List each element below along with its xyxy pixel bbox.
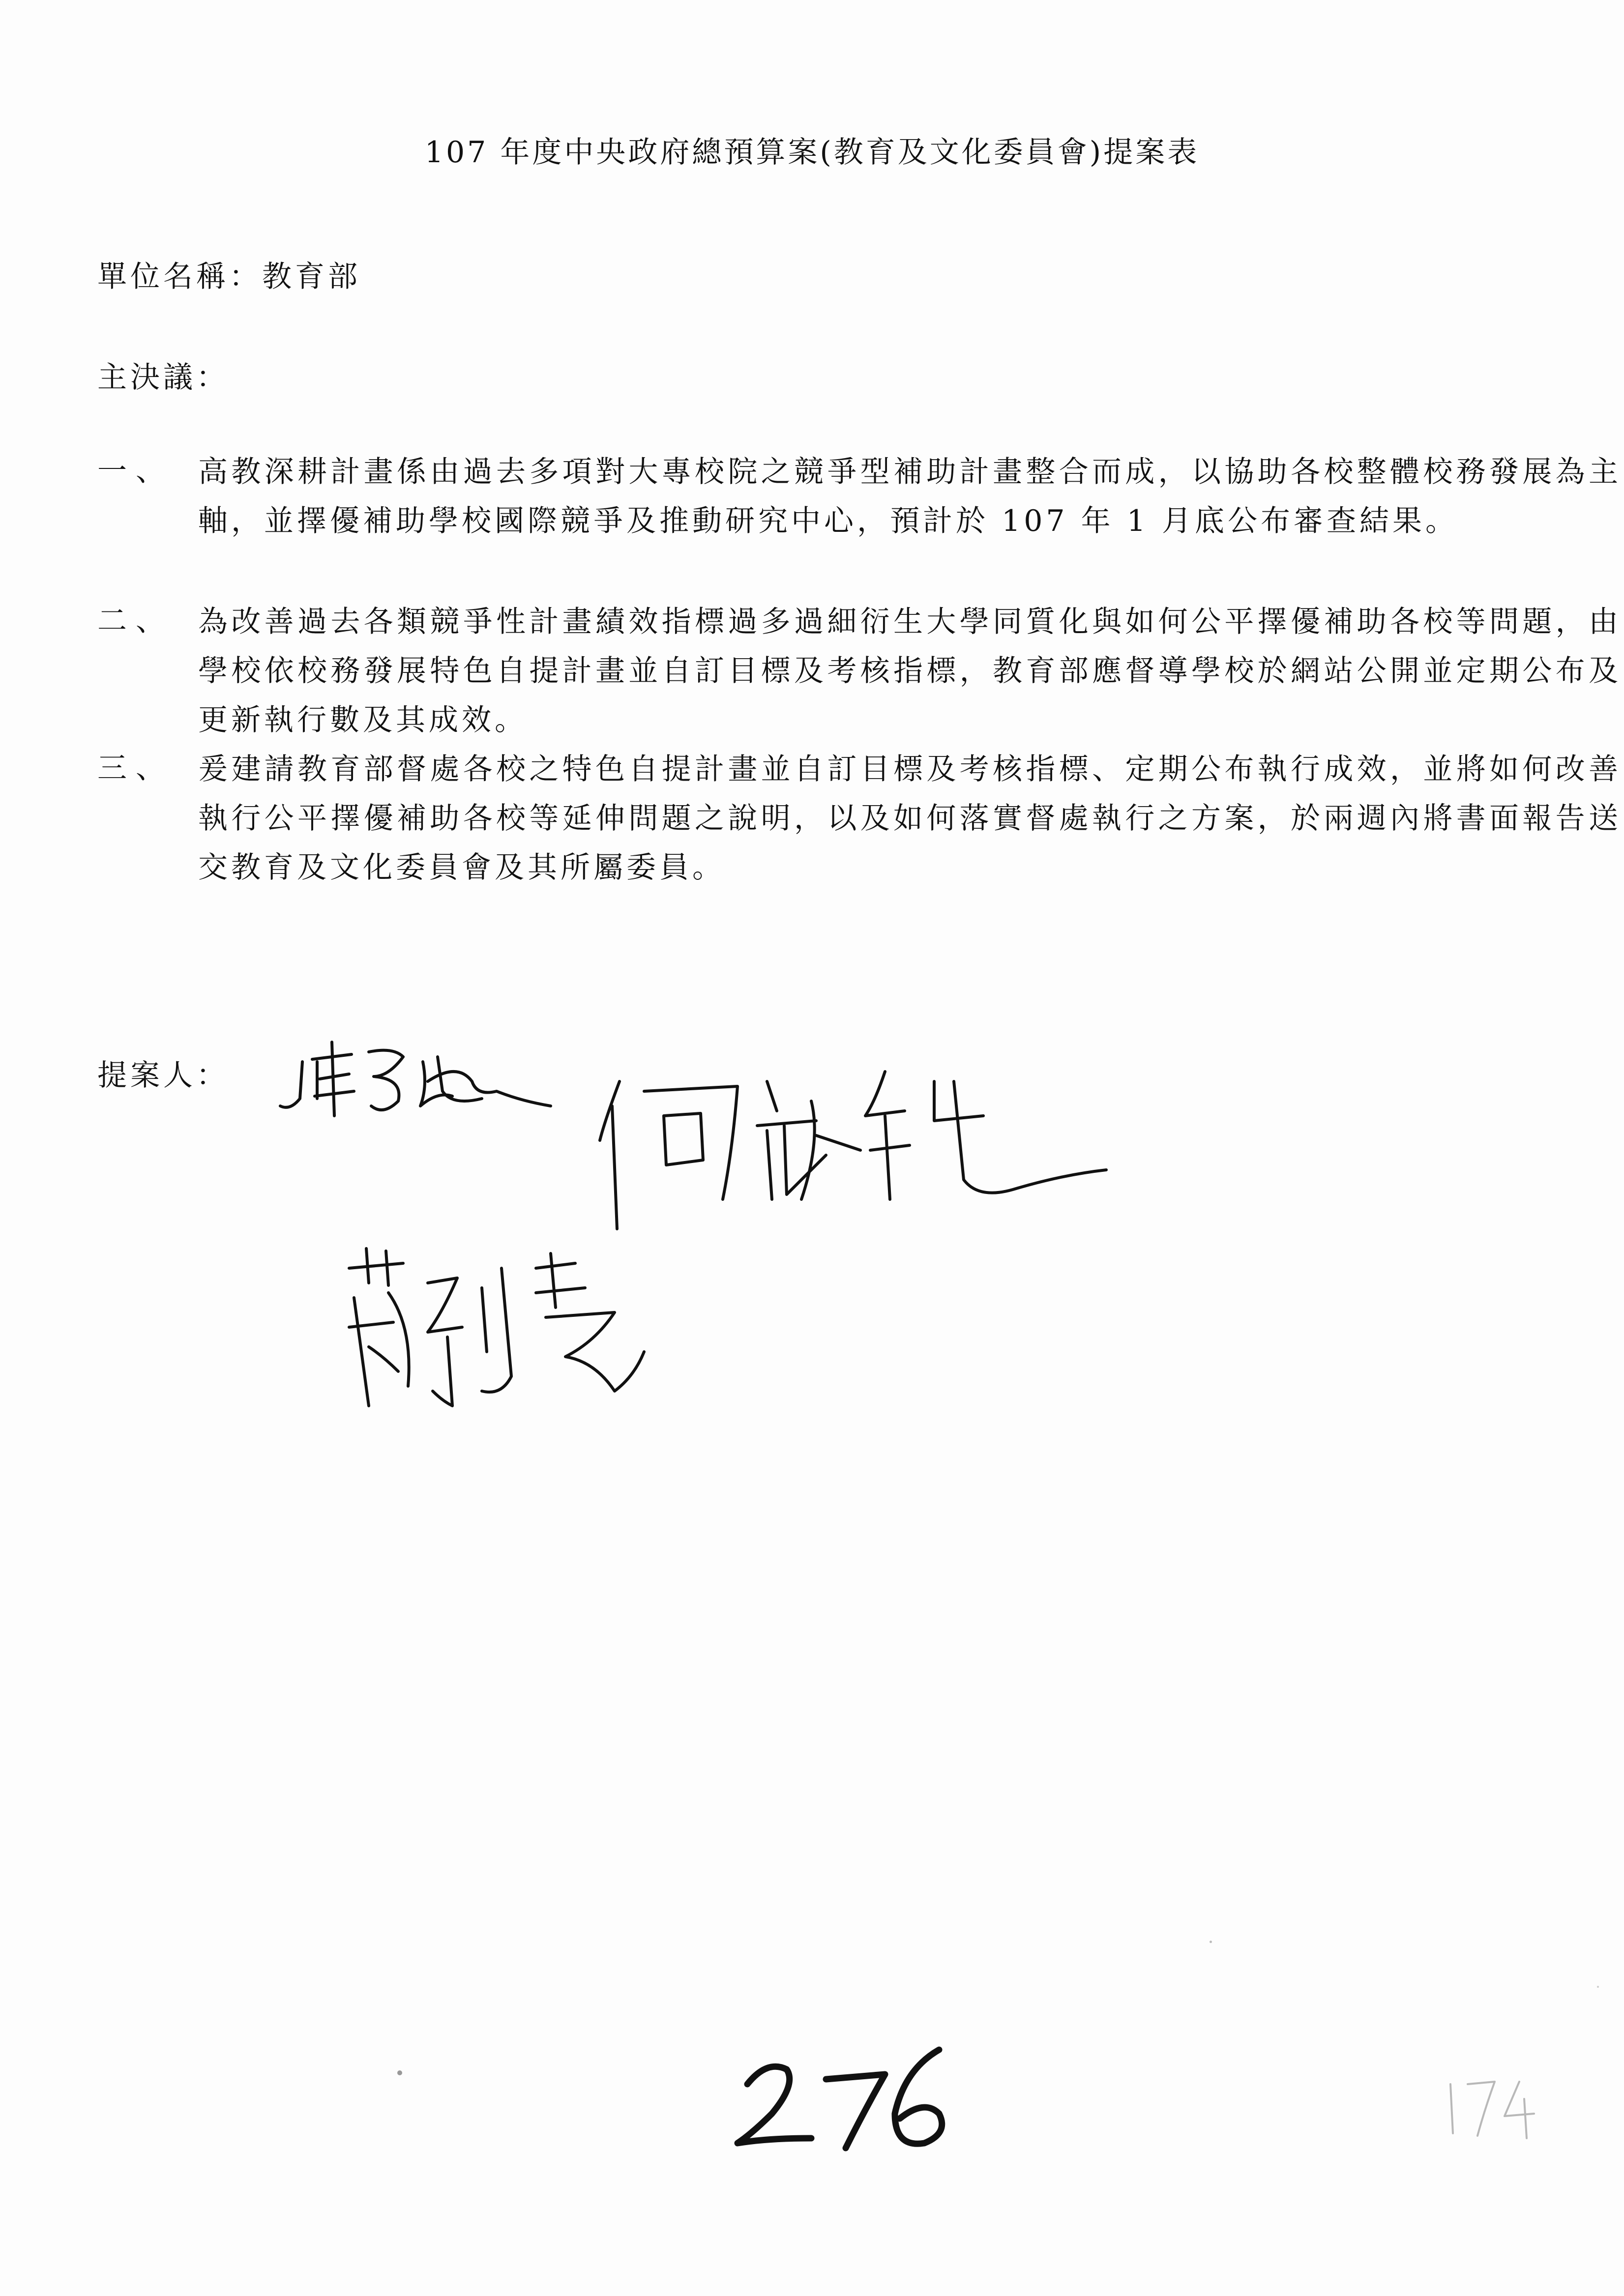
signature-3 [339, 1239, 654, 1435]
scan-speck [1597, 1986, 1599, 1988]
item-number: 三、 [97, 751, 174, 785]
proposer-label: 提案人： [97, 1058, 229, 1093]
document-title: 107 年度中央政府總預算案(教育及文化委員會)提案表 [424, 135, 1200, 170]
item-text: 爰建請教育部督處各校之特色自提計畫並自訂目標及考核指標、定期公布執行成效，並將如何改善執行公平擇優補助各校等延伸問題之說明，以及如何落實督處執行之方案，於兩週內將書面報告送交教育及文化委員會及其所屬委員。 [198, 752, 1622, 885]
item-text: 為改善過去各類競爭性計畫績效指標過多過細衍生大學同質化與如何公平擇優補助各校等問題，由學校依校務發展特色自提計畫並自訂目標及考核指標，教育部應督導學校於網站公開並定期公布及更新執行數及其成效。 [198, 605, 1622, 737]
signature-2 [590, 1052, 1111, 1239]
signature-1 [266, 1032, 561, 1131]
item-text: 高教深耕計畫係由過去多項對大專校院之競爭型補助計畫整合而成，以協助各校整體校務發展為主軸，並擇優補助學校國際競爭及推動研究中心，預計於 107 年 1 月底公布審查結果。 [198, 455, 1622, 538]
scan-speck [397, 2070, 402, 2075]
faint-pencil-mark [1441, 2074, 1539, 2143]
unit-name-line: 單位名稱：教育部 [97, 260, 361, 294]
scan-speck [1210, 1941, 1212, 1943]
handwritten-page-number [728, 2040, 954, 2158]
item-number: 一、 [97, 454, 174, 488]
item-number: 二、 [97, 604, 174, 638]
resolution-label: 主決議： [97, 360, 229, 395]
